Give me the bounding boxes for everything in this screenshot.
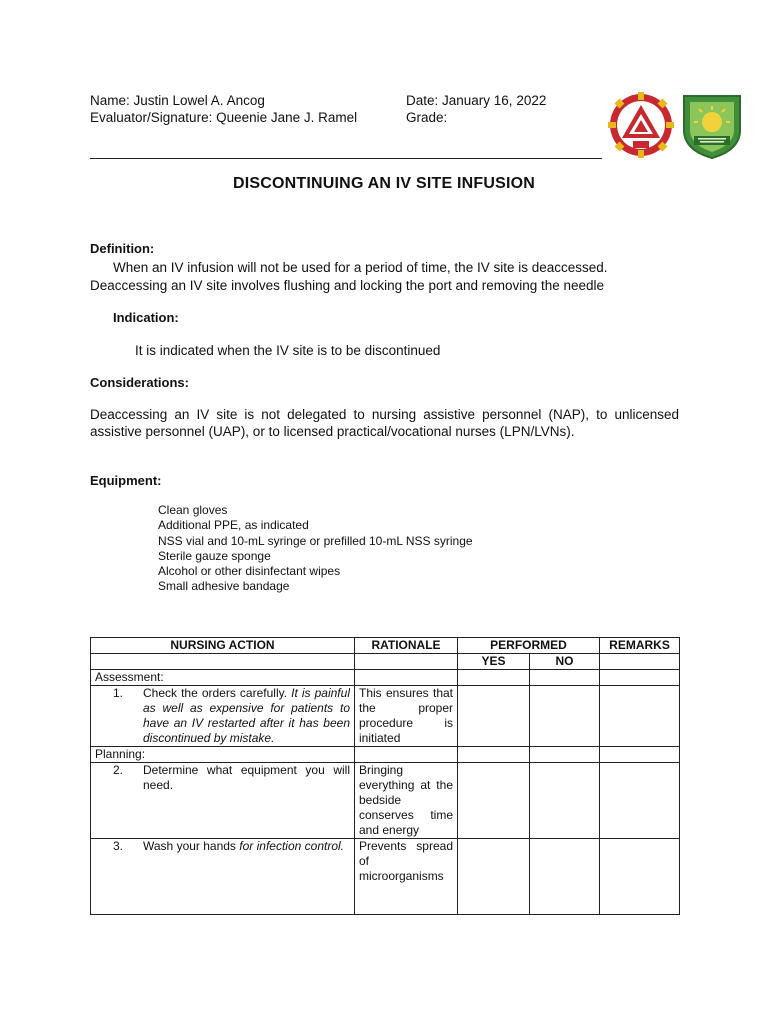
performed-yes-cell[interactable] (458, 686, 530, 747)
step-note: for infection control. (239, 839, 344, 853)
definition-line-2: Deaccessing an IV site involves flushing and locking the port and removing the needle (90, 278, 605, 293)
empty-cell (355, 747, 458, 763)
page-title: DISCONTINUING AN IV SITE INFUSION (232, 175, 536, 192)
considerations-text: Deaccessing an IV site is not delegated to nursing assistive personnel (NAP), to unlicensed assistive personnel (UAP), or to licensed practical/vocational nurses (LPN/LVNs). (90, 407, 679, 439)
remarks-cell[interactable] (600, 763, 680, 839)
performed-no-cell[interactable] (530, 839, 600, 915)
rationale-cell: Prevents spread of microorganisms (355, 839, 458, 915)
rationale-cell: Bringing everything at the bedside conserves time and energy (355, 763, 458, 839)
performed-no-cell[interactable] (530, 686, 600, 747)
header-blank-cell (600, 654, 680, 670)
empty-cell (355, 670, 458, 686)
step-number: 2. (112, 763, 123, 777)
equipment-item: Sterile gauze sponge (158, 548, 271, 563)
performed-yes-cell[interactable] (458, 839, 530, 915)
definition-heading: Definition: (90, 241, 155, 256)
empty-cell (458, 670, 530, 686)
nursing-action-cell (91, 763, 355, 839)
university-logo (608, 92, 674, 158)
col-header-nursing-action: NURSING ACTION (91, 638, 355, 654)
step-text: Check the orders carefully. (143, 686, 288, 700)
evaluator-signature: Evaluator/Signature: Queenie Jane J. Ramel (90, 110, 358, 125)
grade: Grade: (406, 110, 448, 125)
empty-cell (530, 747, 600, 763)
performed-yes-cell[interactable] (458, 763, 530, 839)
equipment-item: Small adhesive bandage (158, 579, 290, 594)
nursing-action-cell (91, 839, 355, 915)
indication-text: It is indicated when the IV site is to be discontinued (135, 343, 441, 358)
step-number: 1. (112, 686, 123, 700)
equipment-item: Additional PPE, as indicated (158, 518, 309, 533)
equipment-list (158, 503, 473, 595)
empty-cell (600, 670, 680, 686)
equipment-item: NSS vial and 10-mL syringe or prefilled 10-mL NSS syringe (158, 533, 473, 548)
step-note: It is painful as well as expensive for patients to have an IV restarted after it has been discontinued by mistake. (143, 686, 350, 745)
considerations-heading: Considerations: (90, 375, 189, 390)
empty-cell (600, 747, 680, 763)
table-row (91, 763, 680, 839)
step-number: 3. (112, 839, 123, 853)
date: Date: January 16, 2022 (406, 93, 547, 108)
nursing-action-cell (91, 686, 355, 747)
procedure-table (90, 637, 680, 915)
col-header-remarks: REMARKS (600, 638, 680, 654)
phase-label-assessment: Assessment: (91, 670, 355, 686)
indication-heading: Indication: (113, 310, 179, 325)
col-header-no: NO (530, 654, 600, 670)
equipment-item: Alcohol or other disinfectant wipes (158, 564, 341, 579)
col-header-rationale: RATIONALE (355, 638, 458, 654)
definition-line-1: When an IV infusion will not be used for a period of time, the IV site is deaccessed. (113, 260, 608, 275)
college-of-nursing-logo (680, 92, 744, 160)
table-row (91, 839, 680, 915)
student-name: Name: Justin Lowel A. Ancog (90, 93, 265, 108)
empty-cell (530, 670, 600, 686)
table-row (91, 686, 680, 747)
performed-no-cell[interactable] (530, 763, 600, 839)
equipment-item: Clean gloves (158, 503, 228, 517)
col-header-performed: PERFORMED (458, 638, 600, 654)
remarks-cell[interactable] (600, 686, 680, 747)
step-text: Wash your hands (143, 839, 236, 853)
empty-cell (458, 747, 530, 763)
remarks-cell[interactable] (600, 839, 680, 915)
col-header-yes: YES (458, 654, 530, 670)
step-text: Determine what equipment you will need. (143, 763, 350, 792)
equipment-heading: Equipment: (90, 473, 162, 488)
header-blank-cell (355, 654, 458, 670)
header-divider (90, 158, 602, 159)
phase-label-planning: Planning: (91, 747, 355, 763)
header-blank-cell (91, 654, 355, 670)
rationale-cell: This ensures that the proper procedure is initiated (355, 686, 458, 747)
